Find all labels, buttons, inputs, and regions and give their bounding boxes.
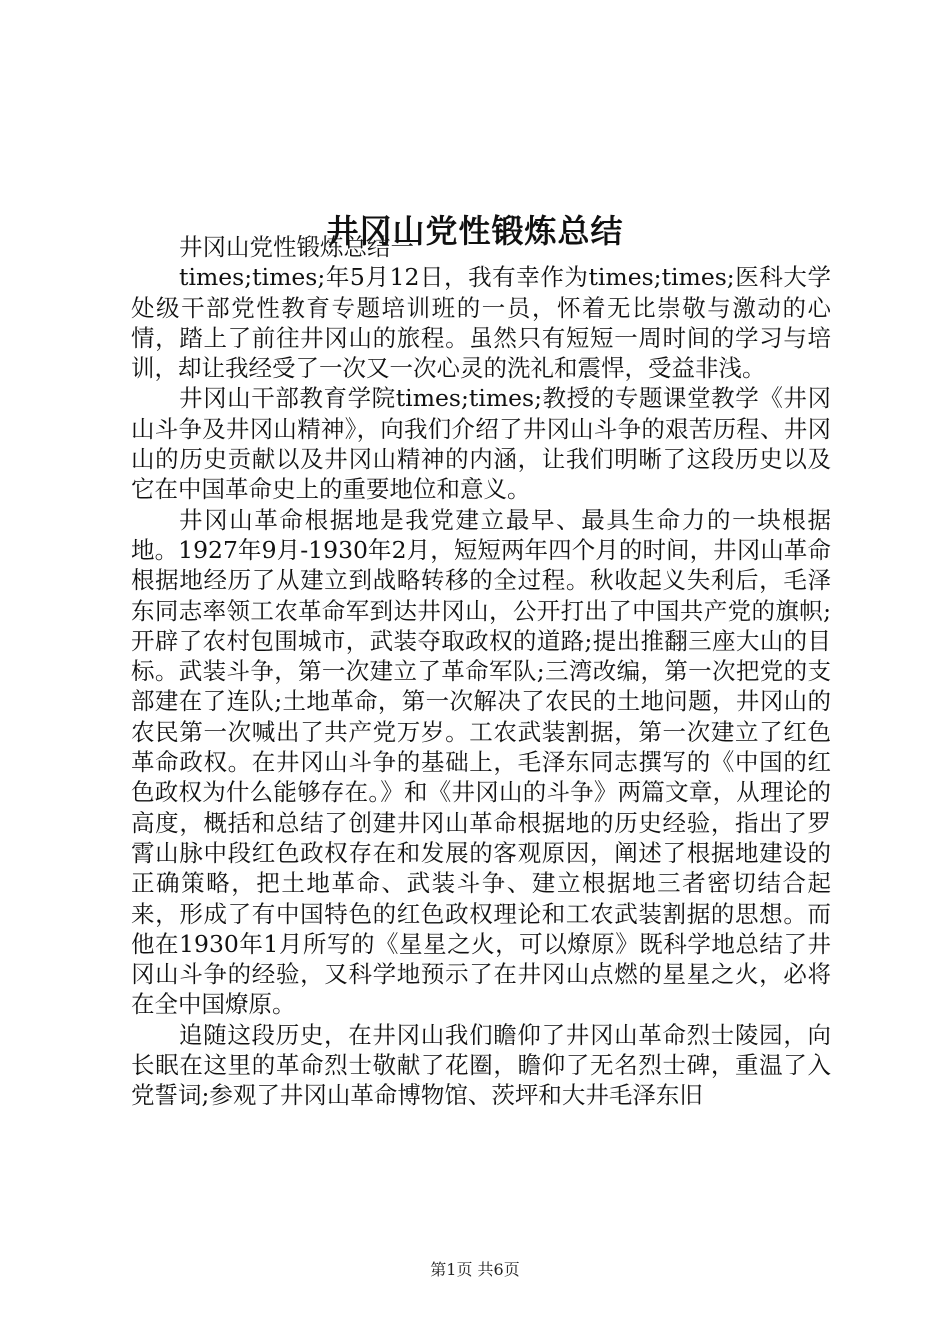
paragraph-3: 井冈山革命根据地是我党建立最早、最具生命力的一块根据地。1927年9月-1930年2月，短短两年四个月的时间，井冈山革命根据地经历了从建立到战略转移的全过程。秋收起义失利后，毛泽东同志率领工农革命军到达井冈山，公开打出了中国共产党的旗帜;开辟了农村包围城市，武装夺取政权的道路;提出推翻三座大山的目标。武装斗争，第一次建立了革命军队;三湾改编，第一次把党的支部建在了连队;土地革命，第一次解决了农民的土地问题，井冈山的农民第一次喊出了共产党万岁。工农武装割据，第一次建立了红色革命政权。在井冈山斗争的基础上，毛泽东同志撰写的《中国的红色政权为什么能够存在。》和《井冈山的斗争》两篇文章，从理论的高度，概括和总结了创建井冈山革命根据地的历史经验，指出了罗霄山脉中段红色政权存在和发展的客观原因，阐述了根据地建设的正确策略，把土地革命、武装斗争、建立根据地三者密切结合起来，形成了有中国特色的红色政权理论和工农武装割据的思想。而他在1930年1月所写的《星星之火，可以燎原》既科学地总结了井冈山斗争的经验，又科学地预示了在井冈山点燃的星星之火，必将在全中国燎原。 xyxy=(131,505,831,1019)
document-body xyxy=(131,232,831,1111)
page-number-footer: 第1页 共6页 xyxy=(430,1260,520,1279)
paragraph-2: 井冈山干部教育学院times;times;教授的专题课堂教学《井冈山斗争及井冈山精神》，向我们介绍了井冈山斗争的艰苦历程、井冈山的历史贡献以及井冈山精神的内涵，让我们明晰了这段历史以及它在中国革命史上的重要地位和意义。 xyxy=(131,384,831,504)
paragraph-1: times;times;年5月12日，我有幸作为times;times;医科大学处级干部党性教育专题培训班的一员，怀着无比崇敬与激动的心情，踏上了前往井冈山的旅程。虽然只有短短一周时间的学习与培训，却让我经受了一次又一次心灵的洗礼和震悍，受益非浅。 xyxy=(131,263,831,383)
document-subtitle: 井冈山党性锻炼总结一 xyxy=(179,233,414,261)
paragraph-4: 追随这段历史，在井冈山我们瞻仰了井冈山革命烈士陵园，向长眠在这里的革命烈士敬献了花圈，瞻仰了无名烈士碑，重温了入党誓词;参观了井冈山革命博物馆、茨坪和大井毛泽东旧 xyxy=(131,1020,831,1110)
document-title: 井冈山党性锻炼总结 xyxy=(326,212,624,251)
